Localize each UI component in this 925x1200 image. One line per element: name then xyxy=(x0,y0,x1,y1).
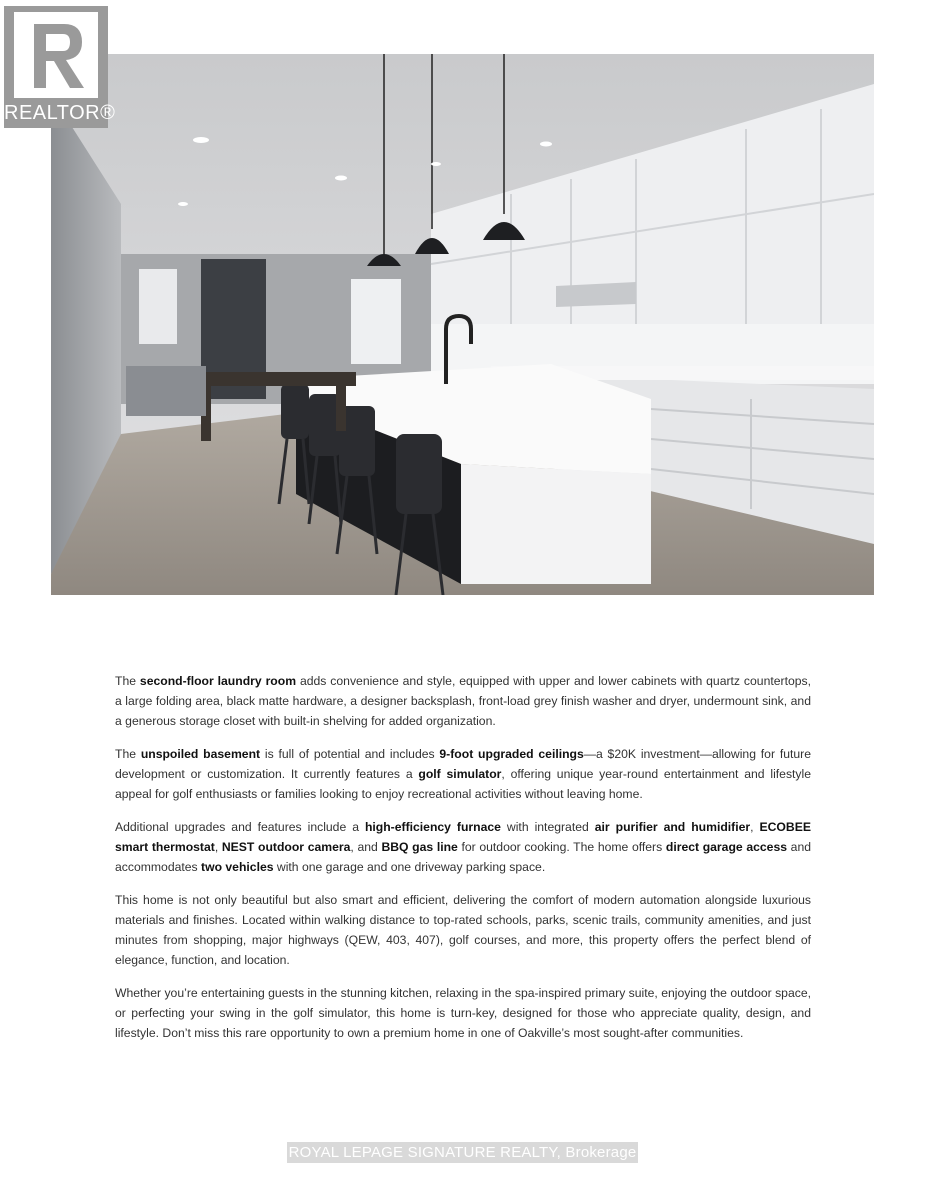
paragraph-text: , offering unique year-round entertainment and lifestyle appeal for golf enthusiasts or families looking to enjoy recreational activities without leaving home. xyxy=(115,767,812,801)
paragraph-text: , and xyxy=(350,840,382,854)
paragraph-text: This home is not only beautiful but also smart and efficient, delivering the comfort of modern automation alongside luxurious materials and finishes. Located within walking distance to top-rated schools, parks, scenic trails, community amenities, and just minutes from shopping, major highways (QEW, 403, 407), golf courses, and more, this property offers the perfect blend of elegance, function, and location. xyxy=(115,893,811,967)
paragraph-text: for outdoor cooking. The home offers xyxy=(457,840,666,854)
paragraph-text: Additional upgrades and features include a xyxy=(115,820,365,834)
paragraph-text: is full of potential and includes xyxy=(260,747,440,761)
paragraph-text: , xyxy=(214,840,222,854)
highlight-text: two vehicles xyxy=(201,860,274,874)
paragraph-text: adds convenience and style, equipped with upper and lower cabinets with quartz countertops, a large folding area, black matte hardware, a designer backsplash, front-load grey finish washer and dryer, undermount sink, and a generous storage closet with built-in shelving for added organization. xyxy=(115,674,811,728)
realtor-logo xyxy=(4,6,116,128)
listing-description xyxy=(115,671,811,1056)
kitchen-interior-photo xyxy=(51,54,874,595)
highlight-text: 9-foot upgraded ceilings xyxy=(439,747,584,761)
highlight-text: BBQ gas line xyxy=(381,840,458,854)
highlight-text: golf simulator xyxy=(418,767,502,781)
brokerage-footer xyxy=(0,1142,925,1163)
highlight-text: high-efficiency furnace xyxy=(364,820,501,834)
realtor-r-icon xyxy=(14,12,98,98)
paragraph-text: and accommodates xyxy=(115,840,812,874)
description-paragraph xyxy=(115,744,811,804)
paragraph-text: with integrated xyxy=(500,820,595,834)
description-paragraph xyxy=(115,817,811,877)
paragraph-text: The xyxy=(115,674,140,688)
description-paragraph xyxy=(115,983,811,1043)
description-paragraph xyxy=(115,671,811,731)
highlight-text: second-floor laundry room xyxy=(139,674,297,688)
highlight-text: air purifier and humidifier xyxy=(594,820,751,834)
highlight-text: direct garage access xyxy=(665,840,788,854)
highlight-text: NEST outdoor camera xyxy=(221,840,351,854)
highlight-text: unspoiled basement xyxy=(140,747,261,761)
realtor-wordmark: REALTOR® xyxy=(4,102,116,124)
highlight-text: ECOBEE smart thermostat xyxy=(115,820,811,854)
paragraph-text: The xyxy=(115,747,141,761)
brokerage-name: ROYAL LEPAGE SIGNATURE REALTY, Brokerage xyxy=(288,1144,637,1161)
paragraph-text: —a $20K investment—allowing for future development or customization. It currently features a xyxy=(115,747,811,781)
description-paragraph xyxy=(115,890,811,970)
paragraph-text: Whether you’re entertaining guests in the stunning kitchen, relaxing in the spa-inspired primary suite, enjoying the outdoor space, or perfecting your swing in the golf simulator, this home is turn-key, designed for those who appreciate quality, design, and lifestyle. Don’t miss this rare opportunity to own a premium home in one of Oakville’s most sought-after communities. xyxy=(115,986,811,1040)
paragraph-text: , xyxy=(750,820,760,834)
paragraph-text: with one garage and one driveway parking space. xyxy=(273,860,546,874)
